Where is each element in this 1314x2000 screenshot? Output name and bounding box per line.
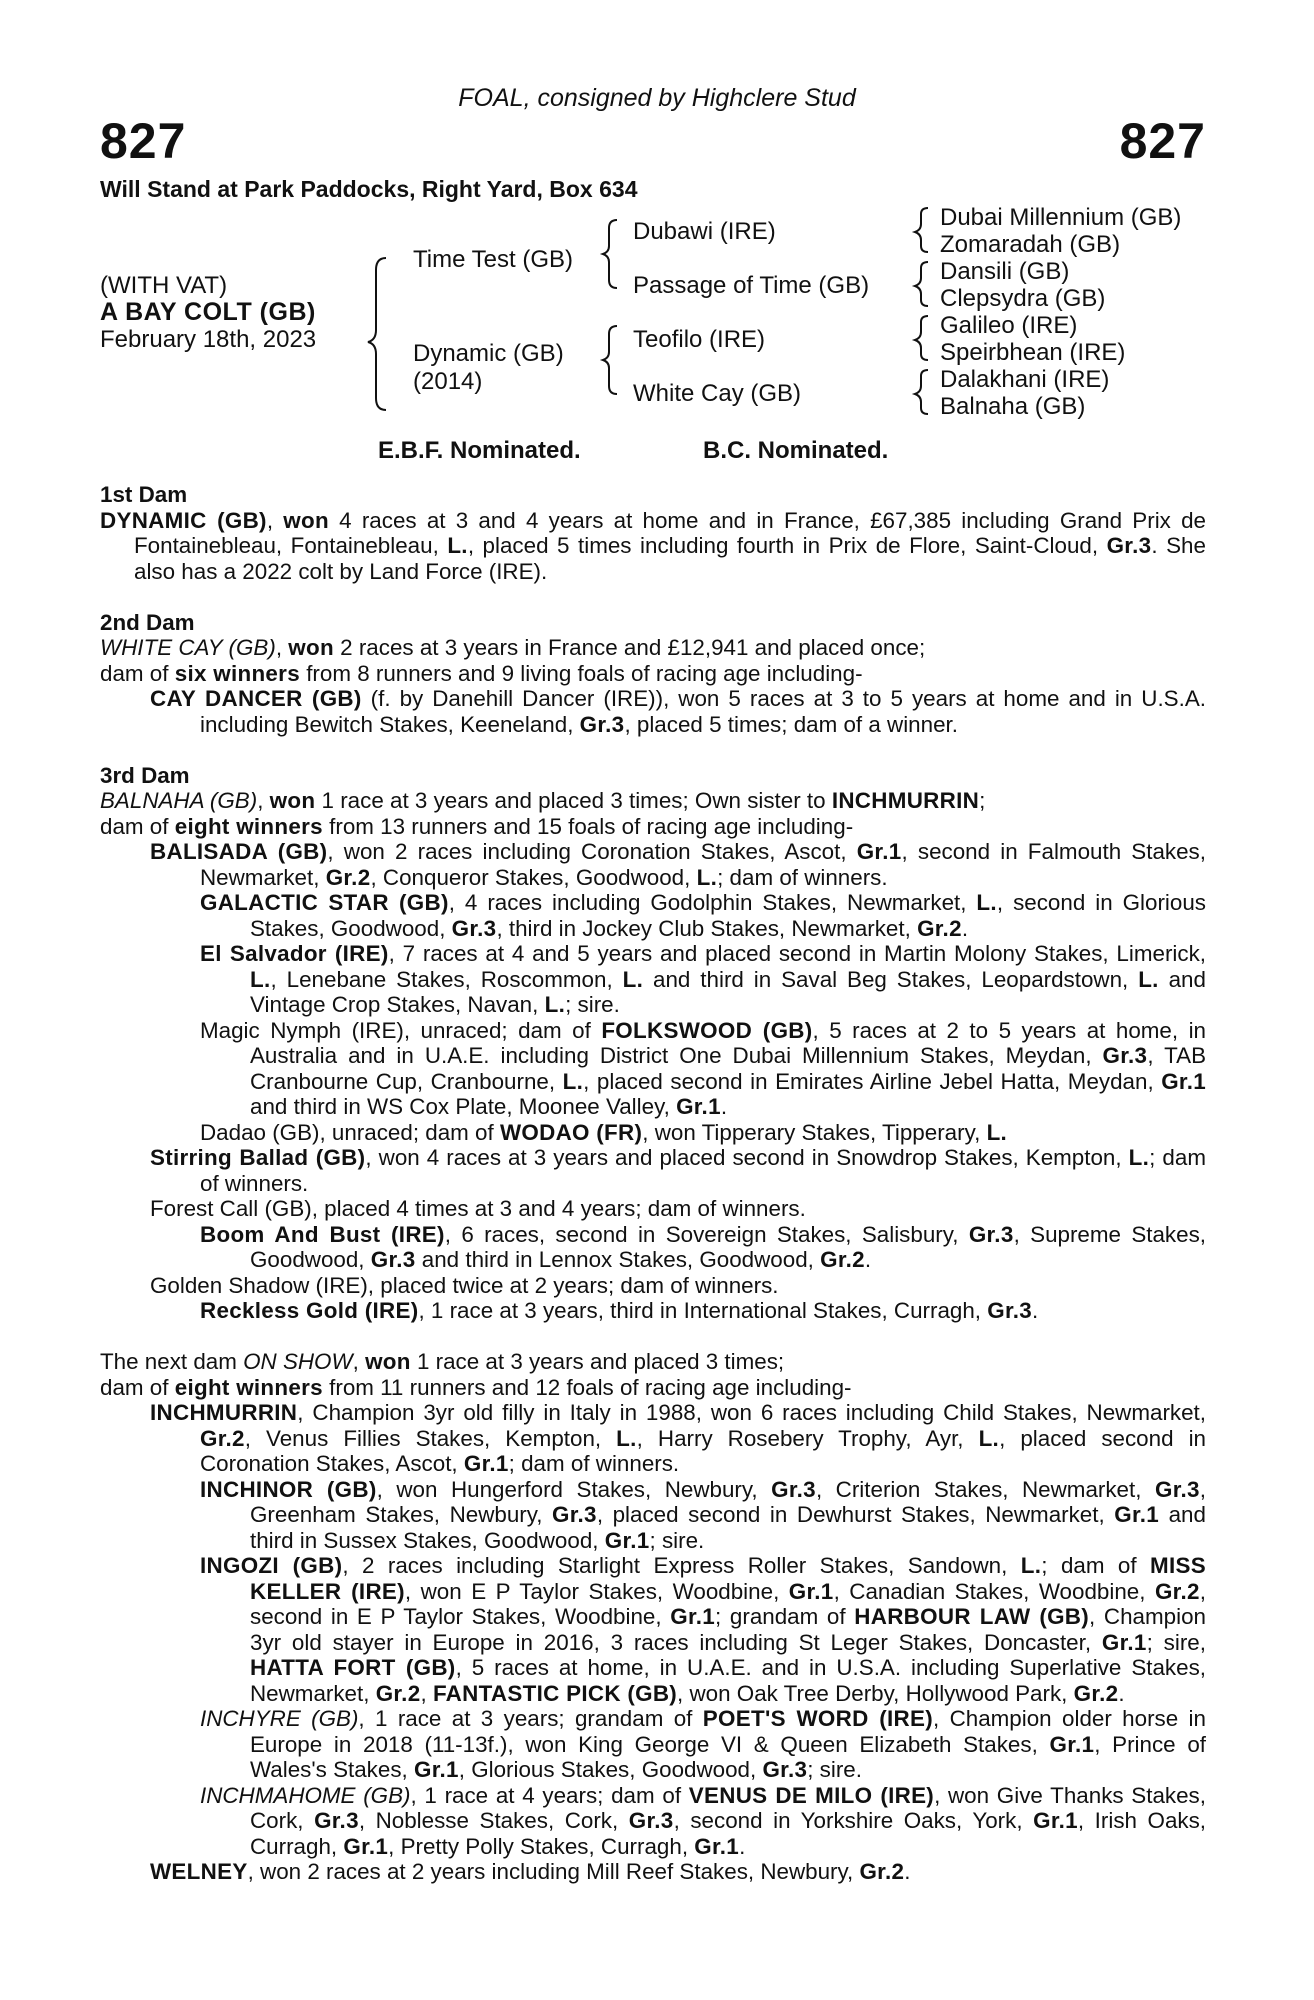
next-dam-name: ON SHOW [243,1349,353,1374]
produce-text: , Pretty Polly Stakes, Curragh, [388,1833,689,1859]
won-label: won [269,788,316,813]
produce-stirring-ballad [100,1145,1206,1196]
grade-label: Gr.1 [856,839,902,864]
produce-text: , Lenebane Stakes, Roscommon, [270,966,613,992]
produce-welney [100,1859,1206,1885]
produce-text: . [739,1833,746,1859]
produce-name: MISS KELLER (IRE) [250,1553,1206,1604]
produce-text: , [420,1680,427,1706]
produce-text: , TAB Cranbourne Cup, Cranbourne, [250,1043,1207,1094]
grade-label: L. [1138,966,1159,992]
next-dam-intro: The next dam [100,1349,237,1374]
produce-text: , Venus Fillies Stakes, Kempton, [244,1425,602,1451]
grade-label: Gr.1 [604,1527,650,1553]
produce-name: CAY DANCER (GB) [150,686,362,711]
produce-text: , Noblesse Stakes, Cork, [358,1808,619,1833]
next-dam-produce-text: from 11 runners and 12 foals of racing age including- [329,1374,852,1400]
grade-label: L. [1020,1553,1042,1578]
first-dam-name: DYNAMIC (GB) [100,507,267,533]
grade-label: Gr.2 [820,1247,865,1272]
produce-text: ; sire. [649,1527,705,1553]
produce-balisada [100,839,1206,890]
produce-text: and third in WS Cox Plate, Moonee Valley, [250,1094,670,1119]
produce-text: Dadao (GB), unraced; dam of [200,1119,494,1145]
produce-inchinor [100,1477,1206,1554]
grade-label: Gr.2 [375,1680,421,1706]
produce-boom-and-bust [100,1222,1206,1273]
winners-count: eight winners [174,1374,323,1400]
produce-text: , Canadian Stakes, Woodbine, [833,1578,1146,1604]
produce-name: Boom And Bust (IRE) [200,1221,445,1247]
grade-label: Gr.1 [1161,1068,1206,1094]
produce-text: , won Hungerford Stakes, Newbury, [376,1476,758,1502]
grade-label: Gr.3 [771,1476,816,1502]
produce-text: , placed second in Coronation Stakes, Ascot, [200,1425,1207,1476]
grade-label: Gr.2 [1154,1578,1200,1604]
third-dam-text: 1 race at 3 years and placed 3 times; Own sister to [321,788,826,813]
pedigree-g7: Dalakhani (IRE) [940,366,1110,393]
vat-note: (WITH VAT) [100,272,228,299]
stand-info: Will Stand at Park Paddocks, Right Yard, Box 634 [100,176,638,202]
ebf-nomination: E.B.F. Nominated. [378,437,581,464]
produce-text: and third in Sussex Stakes, Goodwood, [250,1502,1206,1553]
grade-label: Gr.2 [917,915,962,941]
produce-text: , Champion older horse in Europe in 2018 (11-13f.), won King George VI & Queen Elizabeth Stakes, [250,1706,1206,1757]
produce-text: . [904,1859,911,1884]
produce-text: , Criterion Stakes, Newmarket, [815,1476,1142,1502]
produce-name: GALACTIC STAR (GB) [200,890,449,915]
grade-label: L. [447,533,468,558]
pedigree-g4: Clepsydra (GB) [940,285,1106,312]
produce-text: , Supreme Stakes, Goodwood, [250,1221,1206,1272]
next-dam-entry: The next dam ON SHOW, won 1 race at 3 years and placed 3 times; [100,1349,785,1374]
produce-text: (f. by Danehill Dancer (IRE)), won 5 races at 3 to 5 years at home and in U.S.A. including Bewitch Stakes, Keeneland, [200,686,1206,737]
third-dam-heading: 3rd Dam [100,762,190,788]
winners-count: eight winners [174,813,323,839]
produce-cay-dancer [100,686,1206,737]
produce-inchmahome [100,1783,1206,1860]
produce-reckless-gold [100,1298,1206,1324]
pedigree-g3: Dansili (GB) [940,258,1070,285]
pedigree-dam-sire: Teofilo (IRE) [633,326,766,353]
third-dam-entry: BALNAHA (GB), won 1 race at 3 years and placed 3 times; Own sister to INCHMURRIN; [100,788,986,813]
grade-label: Gr.3 [451,915,497,941]
dam-of-label: dam of [100,660,169,686]
pedigree-g1: Dubai Millennium (GB) [940,204,1182,231]
produce-text: , placed 5 times; dam of a winner. [624,711,958,737]
second-dam-produce-line [100,661,1206,687]
produce-name: INCHMAHOME (GB) [200,1782,411,1808]
produce-text: , Prince of Wales's Stakes, [250,1731,1206,1782]
pedigree-g2: Zomaradah (GB) [940,231,1121,258]
produce-name: WODAO (FR) [499,1119,643,1145]
third-dam-name: BALNAHA (GB) [100,788,258,813]
produce-inchyre [100,1706,1206,1783]
produce-text: ; sire. [565,992,620,1017]
bc-nomination: B.C. Nominated. [703,437,889,464]
produce-dadao [100,1120,1206,1146]
produce-name: INCHINOR (GB) [200,1476,377,1502]
won-label: won [283,507,329,533]
produce-text: , won Oak Tree Derby, Hollywood Park, [677,1680,1068,1706]
produce-text: . [720,1094,728,1119]
produce-text: , 7 races at 4 and 5 years and placed second in Martin Molony Stakes, Limerick, [388,941,1207,966]
produce-text: ; sire, [1146,1629,1206,1655]
grade-label: Gr.1 [788,1578,834,1604]
produce-text: , Champion 3yr old stayer in Europe in 2016, 3 races including St Leger Stakes, Doncaster, [250,1604,1206,1655]
produce-text: , 6 races, second in Sovereign Stakes, Salisbury, [444,1221,959,1247]
produce-text: , 5 races at 2 to 5 years at home, in Australia and in U.A.E. including District One Dubai Millennium Stakes, Meydan, [250,1017,1206,1068]
second-dam-name: WHITE CAY (GB) [100,635,276,660]
grade-label: Gr.1 [343,1833,389,1859]
sister-name: INCHMURRIN [831,788,980,813]
produce-name: INCHMURRIN [150,1400,298,1425]
pedigree-g5: Galileo (IRE) [940,312,1078,339]
produce-text: . [961,915,969,941]
pedigree-sire-sire: Dubawi (IRE) [633,218,776,245]
produce-text: and third in Saval Beg Stakes, Leopardstown, [653,966,1129,992]
first-dam-text2: , placed 5 times including fourth in Prix de Flore, Saint-Cloud, [467,533,1099,558]
pedigree-dam: Dynamic (GB) [413,340,564,367]
grade-label: L. [622,966,644,992]
second-dam-text: 2 races at 3 years in France and £12,941 and placed once; [340,635,926,660]
produce-text: , second in E P Taylor Stakes, Woodbine, [250,1578,1206,1629]
second-dam-entry: WHITE CAY (GB), won 2 races at 3 years in France and £12,941 and placed once; [100,635,926,660]
produce-text: , 1 race at 4 years; dam of [410,1782,682,1808]
produce-text: ; dam of winners. [508,1451,680,1476]
grade-label: Gr.1 [413,1757,459,1782]
produce-name: Stirring Ballad (GB) [150,1145,366,1170]
produce-text: , second in Yorkshire Oaks, York, [673,1808,1023,1833]
produce-name: VENUS DE MILO (IRE) [688,1782,935,1808]
grade-label: Gr.1 [1033,1808,1078,1833]
produce-text: . [1118,1680,1125,1706]
grade-label: Gr.1 [676,1094,721,1119]
produce-name: HARBOUR LAW (GB) [854,1604,1090,1629]
produce-text: ; dam of winners. [717,864,888,890]
produce-text: , 4 races including Godolphin Stakes, Newmarket, [448,890,967,915]
grade-label: Gr.3 [968,1221,1014,1247]
grade-label: Gr.1 [1114,1502,1160,1527]
first-dam-heading: 1st Dam [100,482,188,507]
pedigree-sire: Time Test (GB) [413,246,574,273]
produce-text: ; dam of winners. [200,1145,1206,1196]
pedigree-sire-dam: Passage of Time (GB) [633,272,870,299]
produce-galactic-star [100,890,1206,941]
grade-label: Gr.3 [1154,1476,1200,1502]
produce-el-salvador [100,941,1206,1018]
produce-name: Reckless Gold (IRE) [200,1298,419,1323]
third-dam-produce-line [100,814,1206,840]
produce-golden-shadow [100,1273,1206,1299]
grade-label: Gr.1 [670,1604,716,1629]
grade-label: Gr.1 [1101,1629,1147,1655]
produce-text: ; dam of [1041,1553,1137,1578]
produce-text: , second in Falmouth Stakes, Newmarket, [200,839,1206,890]
next-dam-text: 1 race at 3 years and placed 3 times; [416,1349,785,1374]
grade-label: L. [250,966,271,992]
produce-text: , 5 races at home, in U.A.E. and in U.S.A. including Superlative Stakes, Newmarket, [250,1655,1207,1706]
grade-label: Gr.3 [628,1808,674,1833]
pedigree-g8: Balnaha (GB) [940,393,1086,420]
second-dam-produce-text: from 8 runners and 9 living foals of racing age including- [306,660,863,686]
produce-text: , won E P Taylor Stakes, Woodbine, [404,1578,780,1604]
grade-label: Gr.3 [370,1247,416,1272]
produce-text: Golden Shadow (IRE), placed twice at 2 years; dam of winners. [150,1272,779,1298]
produce-magic-nymph [100,1018,1206,1120]
produce-text: and Vintage Crop Stakes, Navan, [250,966,1206,1017]
pedigree-g6: Speirbhean (IRE) [940,339,1126,366]
produce-text: , placed second in Emirates Airline Jebel Hatta, Meydan, [583,1068,1154,1094]
grade-label: L. [976,890,997,915]
third-dam-produce-text: from 13 runners and 15 foals of racing age including- [329,813,854,839]
consignment-line: FOAL, consigned by Highclere Stud [458,84,856,112]
first-dam-entry: DYNAMIC (GB), won 4 races at 3 and 4 years at home and in France, £67,385 including Grand Prix de Fontainebleau, Fontainebleau, L., placed 5 times including fourth in Prix de Flore, Saint-Cloud, Gr.3. She also has a 2022 colt by Land Force (IRE). [100,507,1206,584]
grade-label: Gr.3 [987,1298,1033,1323]
produce-name: INGOZI (GB) [200,1553,343,1578]
pedigree-dam-dam: White Cay (GB) [633,380,802,407]
winners-count: six winners [174,660,300,686]
grade-label: Gr.2 [1073,1680,1119,1706]
grade-label: Gr.1 [1049,1731,1095,1757]
grade-label: Gr.3 [579,711,625,737]
produce-forest-call [100,1196,1206,1222]
won-label: won [365,1349,411,1374]
subject-name: A BAY COLT (GB) [100,298,316,326]
produce-text: , won Give Thanks Stakes, Cork, [250,1782,1206,1833]
produce-text: and third in Lennox Stakes, Goodwood, [421,1247,814,1272]
punctuation: ; [979,788,986,813]
produce-text: . [864,1247,872,1272]
produce-text: . [1032,1298,1039,1323]
produce-text: , won Tipperary Stakes, Tipperary, [642,1119,981,1145]
produce-text: , second in Glorious Stakes, Goodwood, [250,890,1206,941]
lot-number-left: 827 [100,113,187,169]
grade-label: Gr.1 [694,1833,740,1859]
produce-text: , placed second in Dewhurst Stakes, Newmarket, [596,1502,1105,1527]
produce-name: BALISADA (GB) [150,839,328,864]
grade-label: Gr.3 [552,1502,597,1527]
grade-label: Gr.2 [859,1859,905,1884]
foaling-date: February 18th, 2023 [100,326,317,353]
grade-label: L. [544,992,566,1017]
produce-text: ; sire. [807,1757,862,1782]
produce-text: , Glorious Stakes, Goodwood, [458,1757,757,1782]
produce-inchmurrin [100,1400,1206,1477]
grade-label: Gr.3 [1106,533,1152,558]
grade-label: L. [978,1425,1000,1451]
produce-text: , won 2 races including Coronation Stakes, Ascot, [327,839,847,864]
produce-text: , Greenham Stakes, Newbury, [250,1476,1206,1527]
produce-text: , Harry Rosebery Trophy, Ayr, [636,1425,964,1451]
produce-name: HATTA FORT (GB) [250,1655,456,1680]
produce-name: FANTASTIC PICK (GB) [432,1680,678,1706]
grade-label: Gr.2 [325,864,371,890]
dam-of-label: dam of [100,1374,169,1400]
produce-name: POET'S WORD (IRE) [702,1706,933,1731]
produce-text: , won 4 races at 3 years and placed second in Snowdrop Stakes, Kempton, [365,1145,1122,1170]
produce-text: ; grandam of [715,1604,846,1629]
produce-text: , 1 race at 3 years, third in International Stakes, Curragh, [418,1298,982,1323]
grade-label: Gr.3 [762,1757,808,1782]
pedigree-dam-year: (2014) [413,368,483,395]
grade-label: L. [1128,1145,1150,1170]
produce-ingozi [100,1553,1206,1706]
produce-text: , Conqueror Stakes, Goodwood, [370,864,691,890]
next-dam-produce-line [100,1375,1206,1401]
produce-text: Magic Nymph (IRE), unraced; dam of [200,1017,591,1043]
grade-label: Gr.3 [1102,1043,1148,1068]
produce-text: , 2 races including Starlight Express Roller Stakes, Sandown, [342,1553,1008,1578]
grade-label: L. [986,1119,1008,1145]
grade-label: Gr.2 [200,1425,245,1451]
produce-text: , won 2 races at 2 years including Mill Reef Stakes, Newbury, [247,1859,854,1884]
first-dam-text: 4 races at 3 and 4 years at home and in France, £67,385 including Grand Prix de Fontainebleau, Fontainebleau, [134,507,1206,558]
catalogue-body [100,482,1206,1885]
produce-name: FOLKSWOOD (GB) [601,1017,813,1043]
produce-text: , 1 race at 3 years; grandam of [358,1706,693,1731]
produce-name: WELNEY [150,1859,248,1884]
produce-text: , Irish Oaks, Curragh, [250,1808,1207,1859]
lot-number-right: 827 [1119,113,1206,169]
grade-label: Gr.1 [463,1451,509,1476]
produce-name: El Salvador (IRE) [200,941,389,966]
produce-text: , Champion 3yr old filly in Italy in 1988, won 6 races including Child Stakes, Newmarket, [297,1400,1206,1425]
grade-label: L. [696,864,718,890]
dam-of-label: dam of [100,813,169,839]
produce-name: INCHYRE (GB) [200,1706,359,1731]
produce-text: , third in Jockey Club Stakes, Newmarket, [496,915,911,941]
first-dam-text3: . She also has a 2022 colt by Land Force (IRE). [134,533,1206,584]
won-label: won [288,635,334,660]
second-dam-heading: 2nd Dam [100,609,195,635]
produce-text: Forest Call (GB), placed 4 times at 3 and 4 years; dam of winners. [150,1196,806,1221]
grade-label: Gr.3 [314,1808,359,1833]
grade-label: L. [616,1425,637,1451]
grade-label: L. [562,1068,584,1094]
